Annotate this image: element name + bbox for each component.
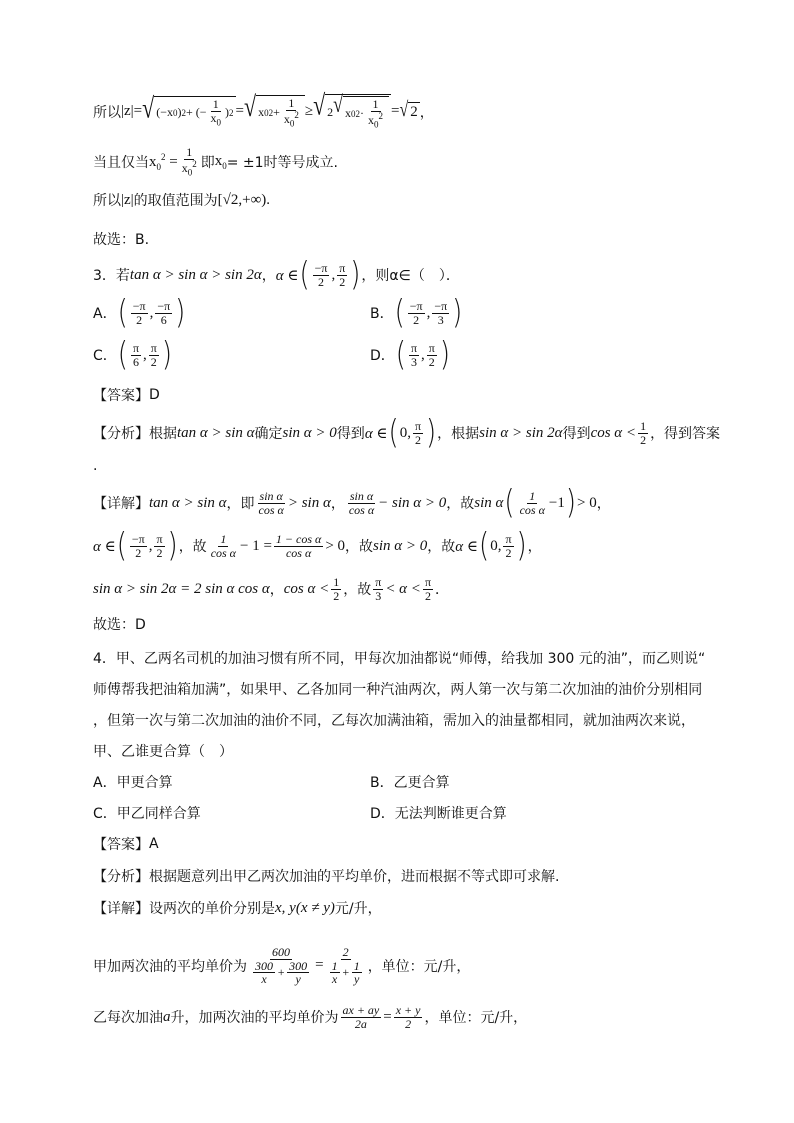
q3-detail-2: α ∈ ( $\frac{-\pi}{2}$ , $\frac{\pi}{2}$ ) ，故 $\frac{1}{\text{cos α}}$ − 1 = $\frac{\text{1 − cos α}}{\text{cos α}}$ > 0 ，故 sin α > 0 ，故 α ∈ ( 0, $\frac{\pi}{2}$ ) ，: [93, 527, 542, 565]
option-label: A．: [93, 306, 117, 323]
geq-sign: ≥: [304, 103, 314, 120]
q3-analysis: 【分析】 根据 tan α > sin α 确定 sin α > 0 得到 α ∈ ( 0, $\frac{\pi}{2}$ ) ，根据 sin α > sin 2α 得到 cos α < $\frac{1}{2}$ ，得到答案: [93, 414, 721, 452]
sqrt-two: √ 2: [399, 99, 418, 122]
option-label: D．: [370, 348, 395, 365]
detail-tag: 【详解】: [93, 496, 149, 513]
analysis-tag: 【分析】: [93, 426, 149, 443]
q3-option-c[interactable]: C． ( $\frac{\pi}{6}$ , $\frac{\pi}{2}$ ): [93, 336, 172, 374]
q4-option-a[interactable]: A．甲更合算: [93, 775, 173, 791]
answer-value: D: [149, 387, 160, 403]
q4-option-b[interactable]: B．乙更合算: [370, 775, 450, 791]
text-prefix: 所以: [93, 104, 121, 121]
answer-tag: 【答案】: [93, 388, 149, 404]
text-when: 当且仅当: [93, 154, 149, 171]
q4-stem-line-3: ，但第一次与第二次加油的油价不同，乙每次加满油箱，需加入的油量都相同，就加油两次来说，: [93, 713, 695, 729]
text-equality-holds: = ±1时等号成立.: [226, 154, 338, 171]
q4-option-d[interactable]: D．无法判断谁更合算: [370, 806, 507, 822]
q4-detail-1: 【详解】 设两次的单价分别是 x, y (x ≠ y) 元/升，: [93, 899, 382, 917]
detail-tag: 【详解】: [93, 901, 149, 917]
frac-neg-pi-2: $\frac{-\pi}{2}$: [314, 261, 328, 289]
q4-detail-3: 乙每次加油 a 升，加两次油的平均单价为 $\frac{ax + ay}{2a}$ = $\frac{x + y}{2}$ ，单位：元/升，: [93, 1003, 528, 1031]
answer-tag: 【答案】: [93, 837, 149, 853]
q4-answer: [93, 834, 159, 854]
comma: ，: [261, 268, 276, 285]
q3-detail-3: sin α > sin 2α = 2 sin α cos α ， cos α < $\frac{1}{2}$ ，故 $\frac{\pi}{3}$ < α < $\frac{\pi}{2}$ ．: [93, 575, 449, 603]
q3-detail-1: 【详解】 tan α > sin α ，即 $\frac{\text{sin α}}{\text{cos α}}$ > sin α ， $\frac{\text{sin α}}{\text{cos α}}$ − sin α > 0 ，故 sin α ( $\frac{1}{\text{cos α}}$ −1 ) > 0 ，: [93, 484, 611, 522]
q4-option-c[interactable]: C．甲乙同样合算: [93, 806, 201, 822]
frac-pi-2: $\frac{\pi}{2}$: [339, 261, 346, 289]
q4-stem-line-2: 师傅帮我把油箱加满”，如果甲、乙各加同一种汽油两次，两人第一次与第二次加油的油价分别相同: [93, 682, 703, 698]
analysis-text: 根据题意列出甲乙两次加油的平均单价，进而根据不等式即可求解.: [149, 869, 560, 885]
q3-question: ，则α∈（ ）．: [361, 268, 460, 285]
fraction-1-over-x0sq: $\frac{1}{x_0^2}$: [181, 145, 197, 177]
option-label: C．: [93, 348, 117, 365]
text-range-is: 的取值范围为: [133, 193, 218, 209]
q4-stem-line-1: 4．甲、乙两名司机的加油习惯有所不同，甲每次加油都说“师傅，给我加 300 元的油”，而乙则说“: [93, 651, 706, 667]
q3-answer: [93, 385, 160, 405]
q3-option-d[interactable]: D． ( $\frac{\pi}{3}$ , $\frac{\pi}{2}$ ): [370, 336, 450, 374]
comma: ，: [419, 104, 434, 121]
sqrt-expression-3: √ 2 √ x 0 2 · $\frac{1}{x_0^2}$: [313, 94, 391, 129]
q4-analysis: [93, 866, 559, 886]
q3-analysis-period: .: [93, 458, 98, 474]
question-3-stem: 3．若 tan α > sin α > sin 2α ， α ∈ ( $\frac{-\pi}{2}$ , $\frac{\pi}{2}$ ) ，则α∈（ ）．: [93, 256, 460, 294]
q3-number: 3．若: [93, 268, 130, 285]
q3-choose: 故选：D: [93, 617, 146, 633]
text-so: 所以: [93, 193, 121, 209]
q3-option-a[interactable]: A． ( $\frac{-\pi}{2}$ , $\frac{-\pi}{6}$ ): [93, 294, 186, 332]
range-value: [√2,+∞).: [217, 191, 271, 208]
option-label: B．: [370, 306, 394, 323]
q3-inequality: tan α > sin α > sin 2α: [129, 266, 262, 283]
text-namely: 即: [200, 154, 215, 171]
fraction-harmonic: 2 $\frac{1}{x}$ + $\frac{1}{y}$: [331, 945, 360, 987]
sqrt-expression-1: √ (−x 0 ) 2 + (− $\frac{1}{x_0}$ ) 2: [142, 91, 234, 127]
answer-value: A: [149, 836, 159, 852]
alpha-in: α ∈: [275, 267, 299, 284]
line-equality-condition: 当且仅当 $x_0^2$ = $\frac{1}{x_0^2}$ 即 $x_0$ = ±1时等号成立.: [93, 145, 338, 177]
line-range: 所以 |z| 的取值范围为 [√2,+∞).: [93, 191, 271, 209]
choose-b: 故选：B.: [93, 232, 150, 248]
q4-detail-2: 甲加两次油的平均单价为 600 $\frac{300}{x}$ + $\frac{300}{y}$ = 2 $\frac{1}{x}$ + $\frac{1}{y}$ ，单位：元/升，: [93, 945, 471, 987]
fraction-jia-average: 600 $\frac{300}{x}$ + $\frac{300}{y}$: [255, 945, 308, 987]
sqrt-expression-2: √ x 0 2 + $\frac{1}{x_0^2}$: [244, 95, 305, 128]
q3-option-b[interactable]: B． ( $\frac{-\pi}{2}$ , $\frac{-\pi}{3}$ ): [370, 294, 463, 332]
line-modulus-expression: 所以 |z| = √ (−x 0 ) 2 + (− $\frac{1}{x_0}$ ) 2 = √ x 0 2 + $\frac{1}{x_0^2}$ ≥ √ 2 √ x 0 2 · $\frac{1}{x_0^2}$ = √ 2 ，: [93, 88, 434, 129]
equals-sign: =: [133, 103, 143, 120]
modulus-z: |z|: [121, 103, 134, 120]
q4-stem-line-4: 甲、乙谁更合算（ ）: [93, 744, 233, 760]
analysis-tag: 【分析】: [93, 869, 149, 885]
